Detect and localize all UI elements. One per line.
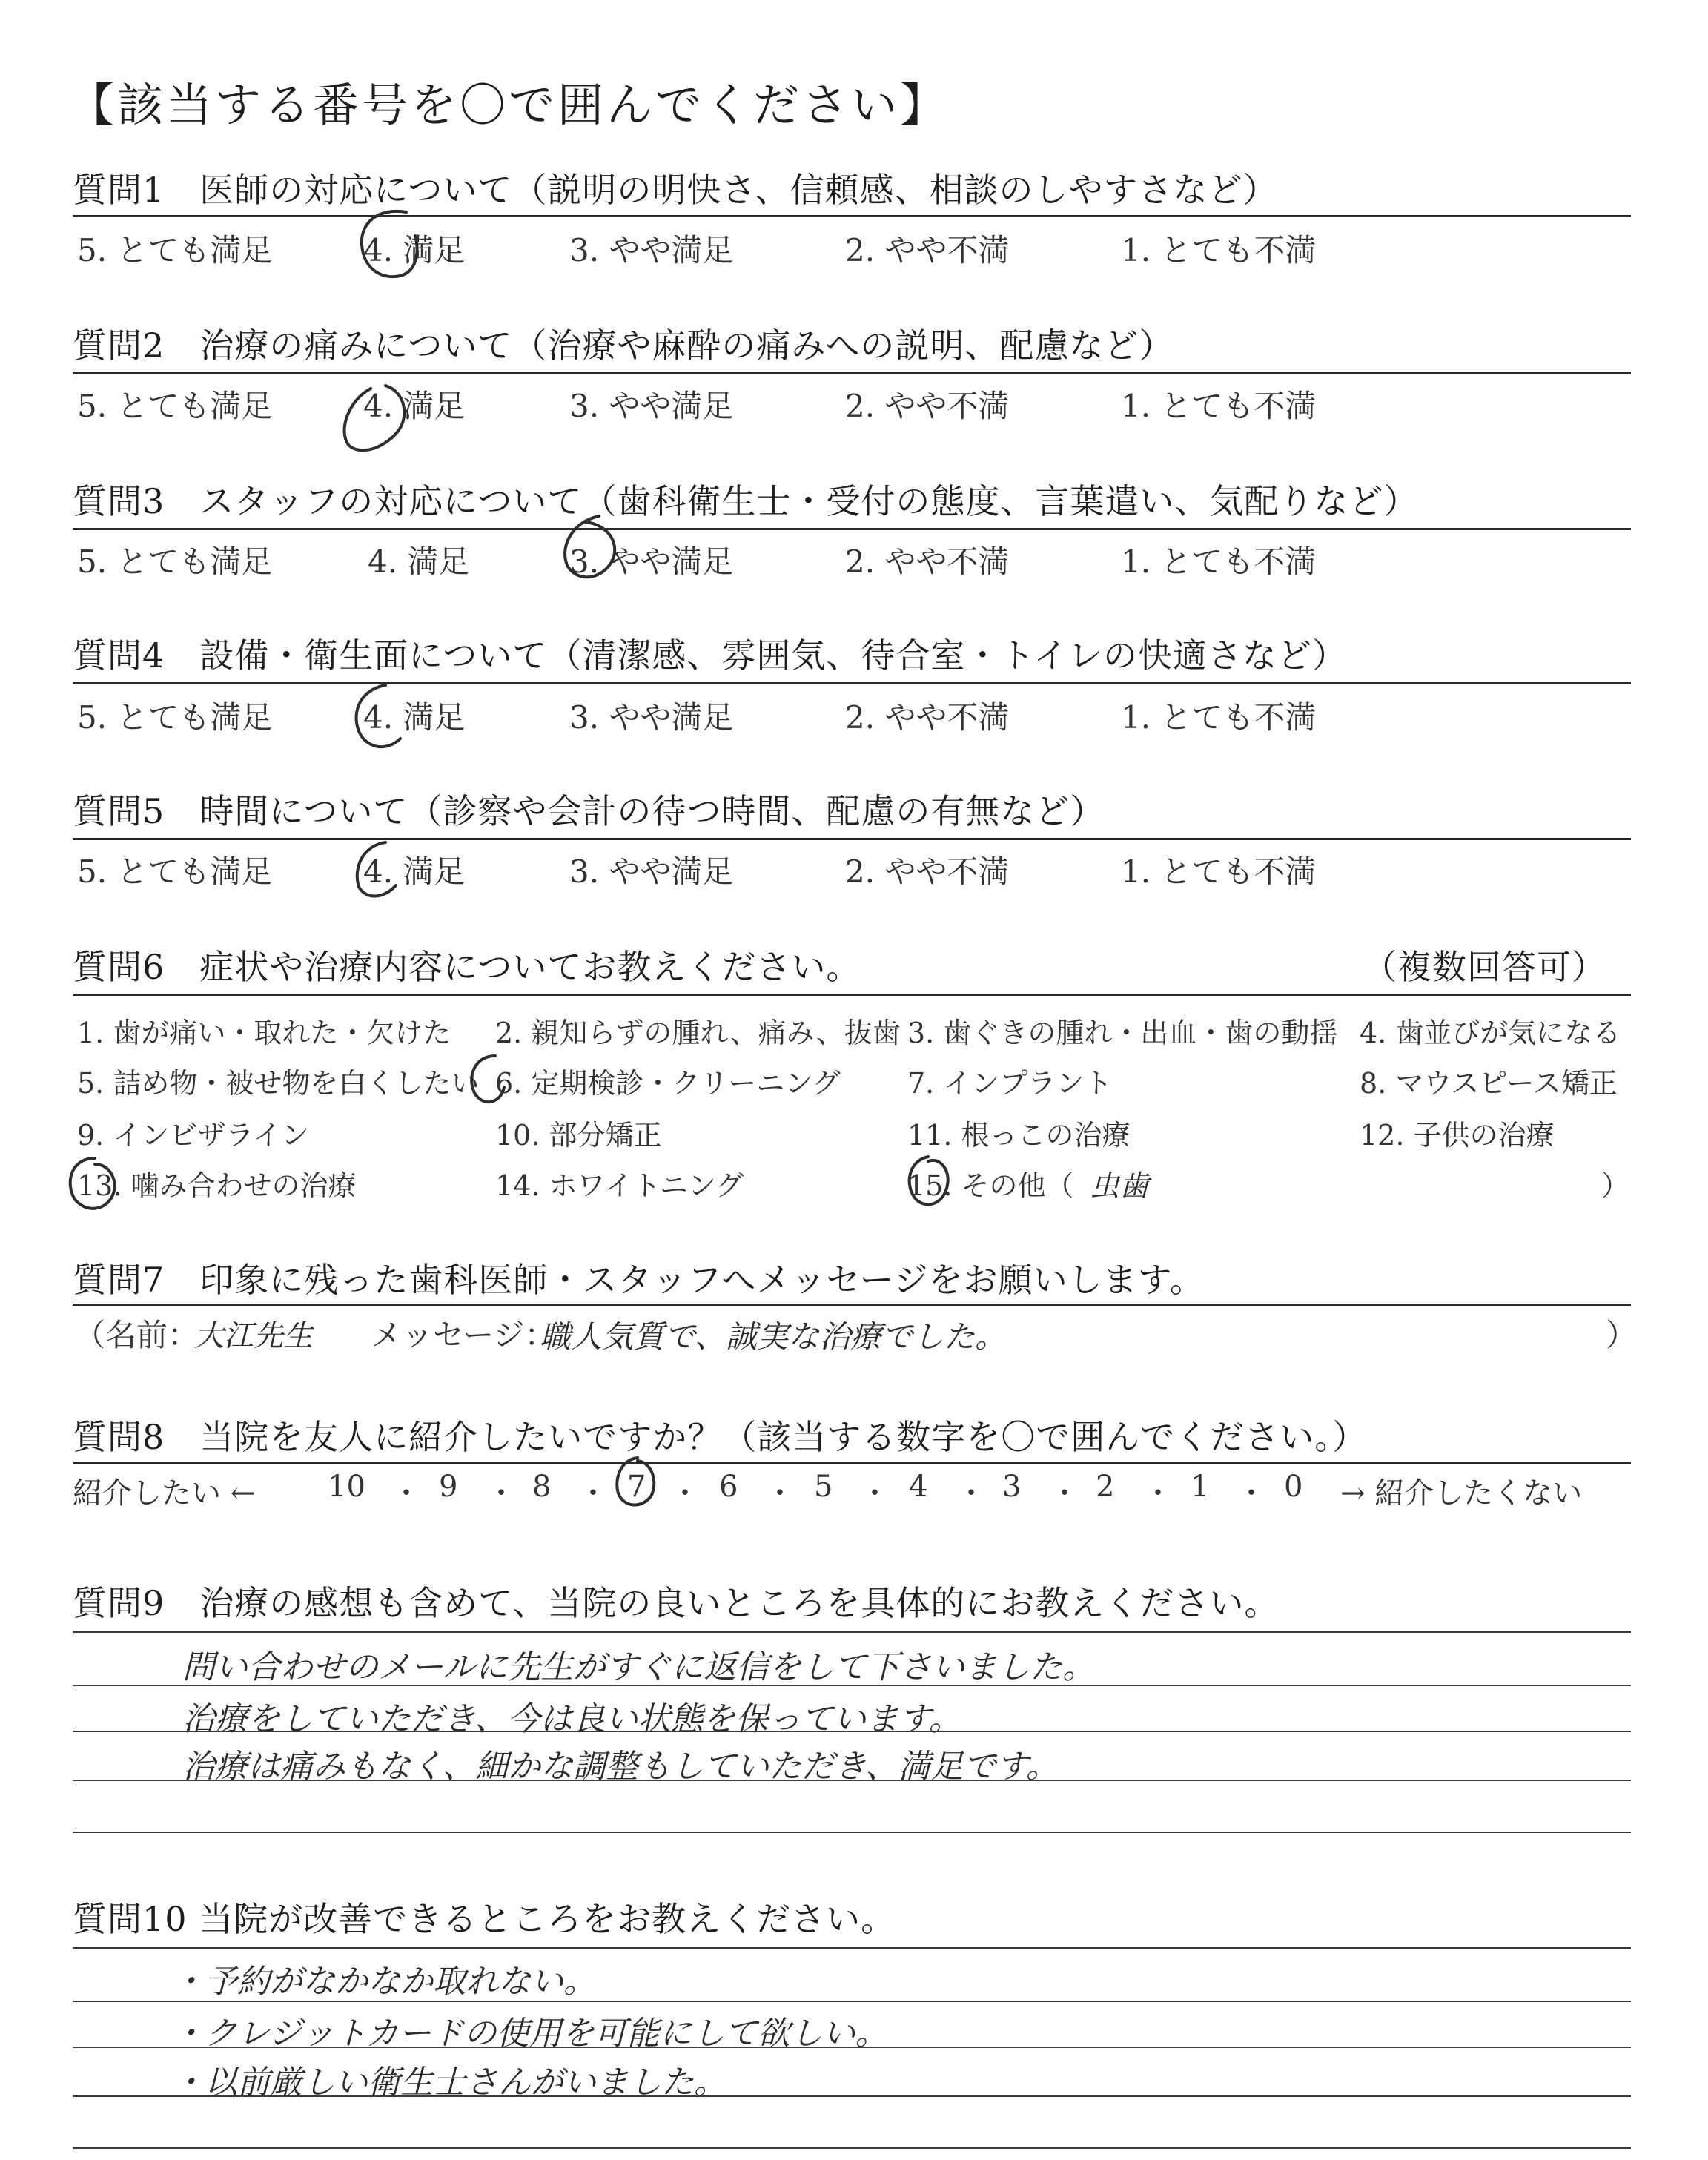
q4-option-2[interactable]: 2. やや不満 [845, 699, 1010, 736]
q6-item-1[interactable]: 1. 歯が痛い・取れた・欠けた [77, 1017, 451, 1049]
q8-separator: ・ [670, 1476, 700, 1510]
q8-scale-5[interactable]: 5 [814, 1470, 833, 1504]
q6-item-5[interactable]: 5. 詰め物・被せ物を白くしたい [77, 1067, 480, 1100]
q9-line [73, 1832, 1631, 1833]
q3-option-3[interactable]: 3. やや満足 [569, 544, 734, 580]
q6-item-10[interactable]: 10. 部分矯正 [495, 1119, 662, 1152]
q6-item-13[interactable]: 13. 噛み合わせの治療 [77, 1169, 357, 1202]
q10-heading: 質問10 当院が改善できるところをお教えください。 [73, 1899, 896, 1939]
q4-rule [73, 682, 1631, 684]
q5-option-2[interactable]: 2. やや不満 [845, 853, 1010, 890]
q1-heading: 質問1 医師の対応について（説明の明快さ、信頼感、相談のしやすさなど） [73, 170, 1278, 210]
q1-option-1[interactable]: 1. とても不満 [1121, 232, 1317, 268]
q7-name-handwritten[interactable]: 大江先生 [194, 1319, 313, 1353]
q4-heading: 質問4 設備・衛生面について（清潔感、雰囲気、待合室・トイレの快適さなど） [73, 635, 1348, 676]
page-title: 【該当する番号を〇で囲んでください】 [68, 78, 950, 132]
q7-name-label: （名前： [74, 1317, 199, 1353]
q3-option-2[interactable]: 2. やや不満 [845, 544, 1010, 580]
q7-heading: 質問7 印象に残った歯科医師・スタッフへメッセージをお願いします。 [73, 1260, 1205, 1300]
q8-separator: ・ [765, 1476, 795, 1510]
q8-scale-7[interactable]: 7 [627, 1470, 646, 1504]
q8-separator: ・ [956, 1476, 986, 1510]
q6-item-8[interactable]: 8. マウスピース矯正 [1360, 1067, 1618, 1100]
q5-option-5[interactable]: 5. とても満足 [77, 853, 273, 890]
q6-other-handwritten[interactable]: 虫歯 [1090, 1169, 1149, 1203]
q1-option-4[interactable]: 4. 満足 [363, 232, 466, 268]
q6-multi-answer-note: （複数回答可） [1363, 947, 1606, 987]
q1-option-3[interactable]: 3. やや満足 [569, 232, 734, 268]
q3-heading: 質問3 スタッフの対応について（歯科衛生士・受付の態度、言葉遣い、気配りなど） [73, 481, 1419, 521]
q8-separator: ・ [578, 1476, 608, 1510]
q5-option-4[interactable]: 4. 満足 [363, 853, 466, 890]
q3-rule [73, 528, 1631, 530]
q3-option-4[interactable]: 4. 満足 [368, 544, 470, 580]
q9-answer-line-2[interactable]: 治療をしていただき、今は良い状態を保っています。 [182, 1700, 961, 1738]
q8-right-label: → 紹介したくない [1340, 1476, 1583, 1510]
q2-option-1[interactable]: 1. とても不満 [1121, 388, 1317, 424]
q8-scale-6[interactable]: 6 [719, 1470, 738, 1504]
q8-scale-3[interactable]: 3 [1002, 1470, 1022, 1504]
q6-item-4[interactable]: 4. 歯並びが気になる [1360, 1017, 1621, 1049]
q6-item-11[interactable]: 11. 根っこの治療 [907, 1119, 1131, 1152]
q4-option-4[interactable]: 4. 満足 [363, 699, 466, 736]
q8-scale-4[interactable]: 4 [909, 1470, 928, 1504]
q1-rule [73, 215, 1631, 217]
q7-message-handwritten[interactable]: 職人気質で、誠実な治療でした。 [540, 1318, 1007, 1355]
q6-item-15[interactable]: 15. その他（ [907, 1169, 1074, 1202]
q9-answer-line-3[interactable]: 治療は痛みもなく、細かな調整もしていただき、満足です。 [182, 1748, 1059, 1786]
q3-option-5[interactable]: 5. とても満足 [77, 544, 273, 580]
q9-heading: 質問9 治療の感想も含めて、当院の良いところを具体的にお教えください。 [73, 1583, 1280, 1623]
q1-option-5[interactable]: 5. とても満足 [77, 232, 273, 268]
q8-rule [73, 1462, 1631, 1464]
q2-option-4[interactable]: 4. 満足 [363, 388, 466, 424]
q2-option-5[interactable]: 5. とても満足 [77, 388, 273, 424]
q8-scale-0[interactable]: 0 [1284, 1470, 1303, 1504]
q6-item-9[interactable]: 9. インビザライン [77, 1119, 310, 1152]
q8-scale-2[interactable]: 2 [1096, 1470, 1115, 1504]
q1-option-2[interactable]: 2. やや不満 [845, 232, 1010, 268]
q5-rule [73, 838, 1631, 840]
q5-heading: 質問5 時間について（診察や会計の待つ時間、配慮の有無など） [73, 791, 1105, 831]
q2-rule [73, 372, 1631, 374]
q8-separator: ・ [486, 1476, 516, 1510]
q8-scale-10[interactable]: 10 [328, 1470, 365, 1504]
q10-answer-line-3[interactable]: ・以前厳しい衛生士さんがいました。 [172, 2064, 726, 2101]
q6-rule [73, 994, 1631, 996]
q5-option-3[interactable]: 3. やや満足 [569, 853, 734, 890]
q8-scale-1[interactable]: 1 [1191, 1470, 1210, 1504]
q6-item-12[interactable]: 12. 子供の治療 [1360, 1119, 1555, 1152]
q7-rule [73, 1304, 1631, 1306]
q7-close-paren: ） [1606, 1317, 1638, 1353]
q8-separator: ・ [391, 1476, 421, 1510]
q8-separator: ・ [1143, 1476, 1173, 1510]
q6-item-3[interactable]: 3. 歯ぐきの腫れ・出血・歯の動揺 [907, 1017, 1338, 1049]
q4-option-3[interactable]: 3. やや満足 [569, 699, 734, 736]
q8-separator: ・ [1050, 1476, 1079, 1510]
q10-line [73, 1947, 1631, 1949]
q3-option-1[interactable]: 1. とても不満 [1121, 544, 1317, 580]
q8-heading: 質問8 当院を友人に紹介したいですか？（該当する数字を〇で囲んでください。） [73, 1417, 1368, 1457]
q6-item-7[interactable]: 7. インプラント [907, 1067, 1113, 1100]
q4-option-1[interactable]: 1. とても不満 [1121, 699, 1317, 736]
q6-item-14[interactable]: 14. ホワイトニング [495, 1169, 744, 1202]
q6-other-close-paren: ） [1601, 1169, 1630, 1202]
q5-option-1[interactable]: 1. とても不満 [1121, 853, 1317, 890]
q9-line [73, 1631, 1631, 1633]
q8-separator: ・ [860, 1476, 890, 1510]
q6-item-2[interactable]: 2. 親知らずの腫れ、痛み、抜歯 [495, 1017, 901, 1049]
q8-left-label: 紹介したい ← [73, 1476, 256, 1510]
q10-answer-line-1[interactable]: ・予約がなかなか取れない。 [172, 1963, 596, 2001]
q6-item-6[interactable]: 6. 定期検診・クリーニング [495, 1067, 841, 1100]
q8-scale-9[interactable]: 9 [439, 1470, 458, 1504]
q10-line [73, 2147, 1631, 2149]
q8-separator: ・ [1237, 1476, 1266, 1510]
q9-answer-line-1[interactable]: 問い合わせのメールに先生がすぐに返信をして下さいました。 [182, 1648, 1096, 1686]
q4-option-5[interactable]: 5. とても満足 [77, 699, 273, 736]
q2-option-2[interactable]: 2. やや不満 [845, 388, 1010, 424]
q10-answer-line-2[interactable]: ・クレジットカードの使用を可能にして欲しい。 [172, 2015, 888, 2052]
q8-scale-8[interactable]: 8 [532, 1470, 552, 1504]
q7-message-label: メッセージ： [371, 1317, 556, 1353]
q6-heading: 質問6 症状や治療内容についてお教えください。 [73, 947, 861, 987]
q2-heading: 質問2 治療の痛みについて（治療や麻酔の痛みへの説明、配慮など） [73, 326, 1174, 366]
q2-option-3[interactable]: 3. やや満足 [569, 388, 734, 424]
